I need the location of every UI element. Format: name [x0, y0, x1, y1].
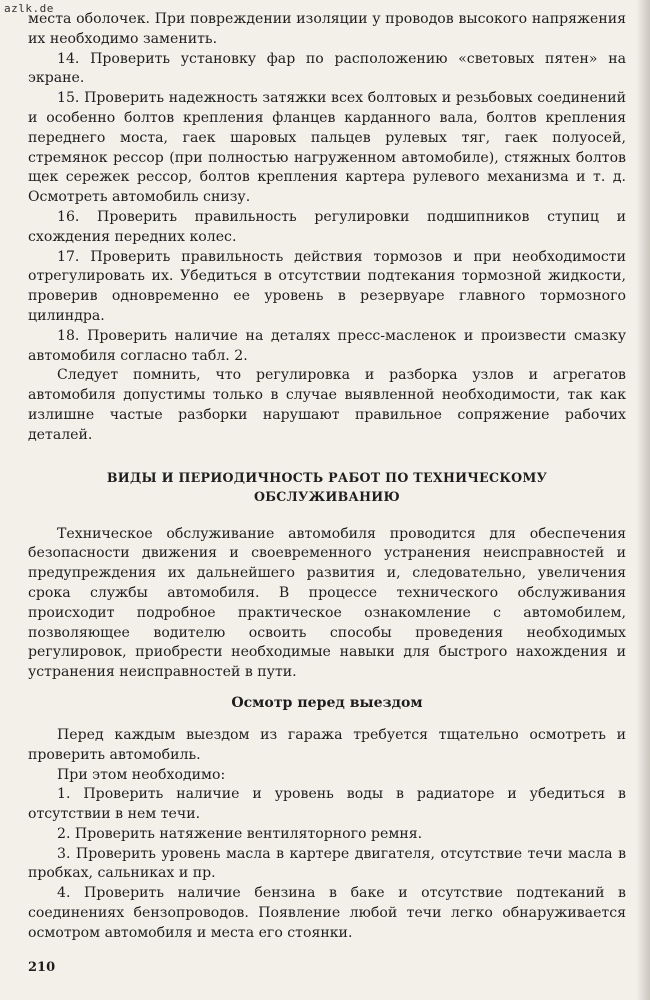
subsection-paragraph: Перед каждым выездом из гаража требуется тщательно осмотреть и проверить автомобиль. — [28, 726, 626, 763]
page-content — [28, 10, 626, 944]
list-item: 3. Проверить уровень масла в картере двигателя, отсутствие течи масла в пробках, сальниках и пр. — [28, 845, 626, 882]
page-edge-shadow — [636, 0, 650, 1000]
page-number: 210 — [28, 960, 56, 975]
list-item: 18. Проверить наличие на деталях пресс-масленок и произвести смазку автомобиля согласно табл. 2. — [28, 327, 626, 364]
list-item: 1. Проверить наличие и уровень воды в радиаторе и убедиться в отсутствии в нем течи. — [28, 786, 626, 823]
list-item: 17. Проверить правильность действия тормозов и при необходимости отрегулировать их. Убедиться в отсутствии подтекания тормозной жидкости, проверив одновременно ее уровень в резервуаре главного тормозного цилиндра. — [28, 248, 626, 324]
subsection-lead: При этом необходимо: — [57, 766, 226, 783]
list-item: 4. Проверить наличие бензина в баке и отсутствие подтеканий в соединениях бензопроводов. Появление любой течи легко обнаруживается осмотром автомобиля и места его стоянки. — [28, 885, 626, 941]
watermark: azlk.de — [4, 2, 54, 15]
section-paragraph: Техническое обслуживание автомобиля проводится для обеспечения безопасности движения и своевременного устранения неисправностей и предупреждения их дальнейшего развития и, следовательно, увеличения срока службы автомобиля. В процессе технического обслуживания происходит подробное практическое ознакомление с автомобилем, позволяющее водителю освоить способы проведения необходимых регулировок, приобрести необходимые навыки для быстрого нахождения и устранения неисправностей в пути. — [28, 525, 626, 681]
section-heading: ВИДЫ И ПЕРИОДИЧНОСТЬ РАБОТ ПО ТЕХНИЧЕСКОМУ ОБСЛУЖИВАНИЮ — [106, 469, 548, 504]
list-item: 15. Проверить надежность затяжки всех болтовых и резьбовых соединений и особенно болтов крепления фланцев карданного вала, болтов крепления переднего моста, гаек шаровых пальцев рулевых тяг, гаек полуосей, стремянок рессор (при полностью нагруженном автомобиле), стяжных болтов щек сережек рессор, болтов крепления картера рулевого механизма и т. д. Осмотреть автомобиль снизу. — [28, 90, 626, 206]
subsection-heading: Осмотр перед выездом — [231, 694, 423, 711]
list-item: 14. Проверить установку фар по расположению «световых пятен» на экране. — [28, 50, 626, 87]
list-item: 2. Проверить натяжение вентиляторного ремня. — [57, 825, 423, 842]
list-item: 16. Проверить правильность регулировки подшипников ступиц и схождения передних колес. — [28, 208, 626, 245]
continuation-paragraph: места оболочек. При повреждении изоляции у проводов высокого напряжения их необходимо заменить. — [28, 11, 626, 47]
note-paragraph: Следует помнить, что регулировка и разборка узлов и агрегатов автомобиля допустимы только в случае выявленной необходимости, так как излишне частые разборки нарушают правильное сопряжение рабочих деталей. — [28, 367, 626, 443]
